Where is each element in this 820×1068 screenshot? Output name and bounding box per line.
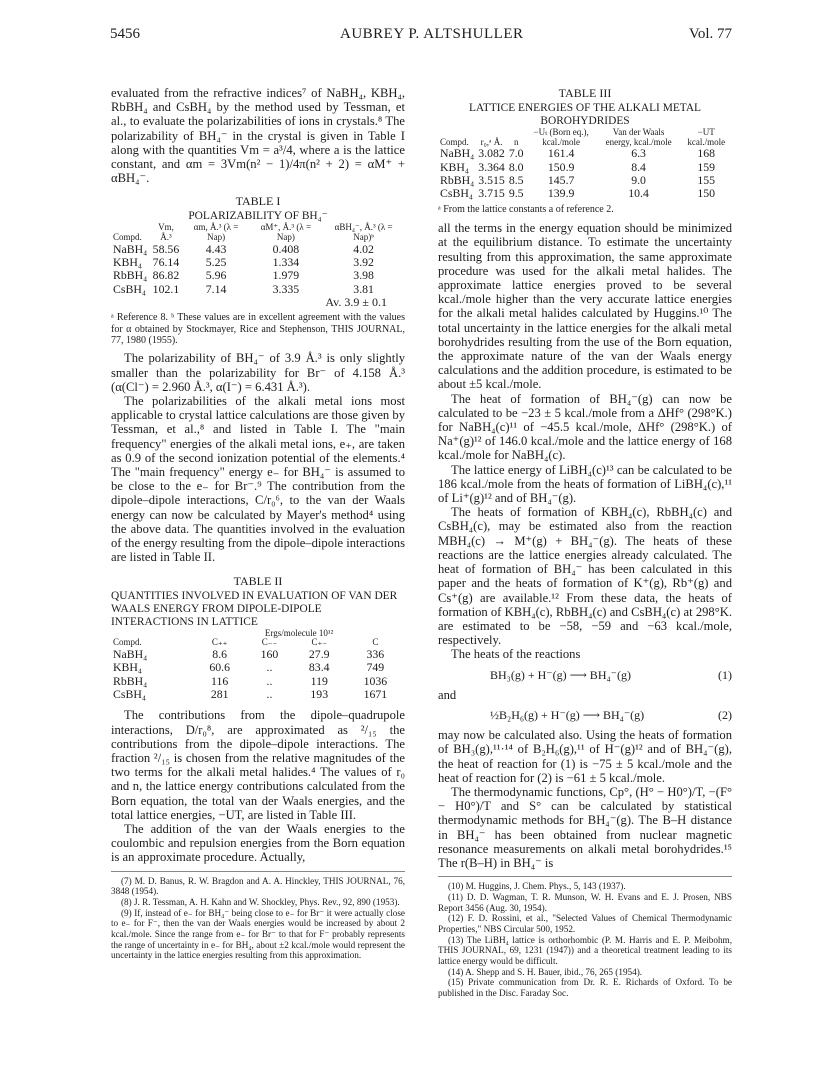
paragraph: The polarizability of BH₄⁻ of 3.9 Å.³ is only slightly smaller than the polarizability for Br⁻ of 4.158 Å.³ (α(Cl⁻) = 2.960 Å.³, α(I⁻) = 6.431 Å.³). bbox=[111, 351, 405, 394]
table-3-caption: TABLE III bbox=[558, 86, 612, 100]
table-row bbox=[111, 243, 405, 256]
equation-1-body: BH₃(g) + H⁻(g) ⟶ BH₄⁻(g) bbox=[490, 667, 631, 682]
table-cell: 3.082 bbox=[478, 146, 505, 161]
table-cell: 145.7 bbox=[547, 173, 575, 187]
table-2 bbox=[111, 629, 405, 702]
table-header: Compd. bbox=[440, 136, 469, 147]
table-cell: CsBH₄ bbox=[440, 186, 473, 201]
paragraph: evaluated from the refractive indices⁷ of NaBH₄, KBH₄, RbBH₄ and CsBH₄ by the method used by Tessman, et al., to evaluate the polarizabilities of ions in crystals.⁸ The polarizability of BH₄⁻ in the crystal is given in Table I along with the quantities Vm = a³/4, where a is the lattice constant, and αm = 3Vm(n² − 1)/4π(n² + 2) = αM⁺ + αBH₄⁻. bbox=[111, 86, 405, 186]
page-header bbox=[110, 26, 732, 46]
table-cell: 7.0 bbox=[508, 146, 524, 161]
table-2-title: QUANTITIES INVOLVED IN EVALUATION OF VAN DER WAALS ENERGY FROM DIPOLE-DIPOLE INTERACTIONS IN LATTICE bbox=[111, 589, 398, 628]
table-cell: KBH₄ bbox=[113, 255, 143, 270]
table-cell: 0.408 bbox=[272, 241, 300, 256]
table-cell: 119 bbox=[310, 673, 328, 688]
table-cell: RbBH₄ bbox=[440, 173, 475, 187]
page-number: 5456 bbox=[110, 26, 140, 42]
paragraph: all the terms in the energy equation should be minimized at the equilibrium distance. To estimate the uncertainty resulting from this approximation, the same approximate procedure was used for the alkali metal halides. The approximate lattice energies proved to be several kcal./mole higher than the very accurate lattice energies for the alkali metal halides calculated by Huggins.¹⁰ The total uncertainty in the lattice energies for the alkali metal borohydrides resulting from the use of the Born equation, the approximate nature of the van der Waals energy calculations and the addition procedure, is estimated to be about ±5 kcal./mole. bbox=[438, 221, 732, 392]
table-cell: 336 bbox=[366, 646, 385, 661]
table-cell: 8.5 bbox=[508, 173, 524, 187]
table-2-caption: TABLE II bbox=[233, 573, 283, 588]
footnotes bbox=[111, 871, 405, 962]
table-cell: RbBH₄ bbox=[113, 673, 148, 688]
table-cell: 9.5 bbox=[508, 186, 524, 201]
paragraph: The contributions from the dipole–quadrupole interactions, D/r₀⁸, are approximated as ²/₁₅ the contributions from the dipole–dipole interactions. The fraction ²/₁₅ is chosen from the relative magnitudes of the two terms for the alkali metal halides.⁴ The values of r₀ and n, the lattice energy contributions calculated from the Born equation, the total van der Waals energies, and the total lattice energies, −UT, are listed in Table III. bbox=[111, 708, 405, 822]
equation-2-body: ½B₂H₆(g) + H⁻(g) ⟶ BH₄⁻(g) bbox=[490, 707, 645, 722]
table-header: αm, Å.³ (λ = Nap) bbox=[193, 222, 239, 243]
table-cell: 281 bbox=[210, 686, 229, 701]
footnote: (13) The LiBH₄ lattice is orthorhombic (P. M. Harris and E. P. Meibohm, THIS JOURNAL, 69, 1231 (1947)) and a theoretical treatment leading to its lattice energy would be difficult. bbox=[438, 934, 732, 967]
table-header: αM⁺, Å.³ (λ = Nap) bbox=[260, 222, 312, 243]
table-cell: 27.9 bbox=[308, 646, 330, 661]
table-cell: KBH₄ bbox=[440, 159, 470, 174]
table-cell: 3.335 bbox=[272, 281, 300, 296]
table-cell: 8.4 bbox=[631, 159, 646, 174]
table-header: C₋₋ bbox=[261, 637, 278, 648]
table-cell: 83.4 bbox=[308, 660, 330, 675]
table-header: −UT kcal./mole bbox=[687, 127, 726, 147]
footnote: (7) M. D. Banus, R. W. Bragdon and A. A. Hinckley, THIS JOURNAL, 76, 3848 (1954). bbox=[111, 875, 405, 897]
table-cell: 76.14 bbox=[152, 255, 180, 270]
footnote: (8) J. R. Tessman, A. H. Kahn and W. Shockley, Phys. Rev., 92, 890 (1953). bbox=[121, 896, 400, 907]
table-cell: RbBH₄ bbox=[113, 268, 148, 283]
table-cell: 1671 bbox=[363, 686, 388, 701]
volume-label: Vol. 77 bbox=[688, 26, 732, 42]
paragraph: The thermodynamic functions, Cp°, (H° − H0°)/T, −(F° − H0°)/T and S° can be calculated by statistical thermodynamic methods for BH₄⁻(g). The B–H distance in BH₄⁻ has been obtained from nuclear magnetic resonance measurements on alkali metal borohydrides.¹⁵ The r(B–H) in BH₄⁻ is bbox=[438, 784, 732, 870]
table-row bbox=[111, 648, 405, 661]
table-row bbox=[111, 688, 405, 701]
footnote: (15) Private communication from Dr. R. E. Richards of Oxford. To be published in the Disc. Faraday Soc. bbox=[438, 977, 732, 999]
table-cell: 8.6 bbox=[212, 646, 228, 661]
table-cell: .. bbox=[266, 660, 273, 675]
table-row bbox=[438, 187, 732, 200]
table-cell: KBH₄ bbox=[113, 660, 143, 675]
table-header: n bbox=[513, 136, 519, 147]
table-row bbox=[438, 174, 732, 187]
table-cell: 8.0 bbox=[508, 159, 524, 174]
table-1 bbox=[111, 223, 405, 296]
equation-2-number: (2) bbox=[718, 707, 732, 722]
footnote: (10) M. Huggins, J. Chem. Phys., 5, 143 (1937). bbox=[448, 881, 626, 892]
table-header: Compd. bbox=[113, 232, 142, 243]
equation-2 bbox=[438, 708, 732, 722]
table-row bbox=[111, 661, 405, 674]
table-cell: 159 bbox=[697, 159, 716, 174]
table-cell: 3.364 bbox=[478, 159, 505, 174]
table-1-caption: TABLE I bbox=[235, 194, 281, 209]
table-cell: 3.81 bbox=[353, 281, 374, 296]
table-cell: 161.4 bbox=[547, 146, 575, 161]
table-header: −Uₜ (Born eq.), kcal./mole bbox=[533, 127, 589, 147]
table-header: Van der Waals energy, kcal./mole bbox=[605, 127, 672, 147]
table-1-average: Av. 3.9 ± 0.1 bbox=[325, 295, 387, 310]
table-header: C₊₊ bbox=[211, 637, 228, 648]
table-row bbox=[438, 147, 732, 160]
table-cell: 5.25 bbox=[205, 255, 227, 270]
table-header: Compd. bbox=[113, 637, 142, 648]
table-1-note: ᵃ Reference 8. ᵇ These values are in excellent agreement with the values for α obtained by Stockmayer, Rice and Stephenson, THIS JOURNAL, 77, 1980 (1955). bbox=[111, 312, 405, 347]
table-cell: 4.02 bbox=[353, 241, 374, 256]
table-cell: 58.56 bbox=[152, 241, 180, 256]
table-cell: 102.1 bbox=[152, 281, 180, 296]
table-cell: .. bbox=[266, 673, 273, 688]
footnote: (11) D. D. Wagman, T. R. Munson, W. H. Evans and E. J. Prosen, NBS Report 3456 (Aug. 30, 1954). bbox=[438, 891, 732, 913]
footnote: (12) F. D. Rossini, et al., "Selected Values of Chemical Thermodynamic Properties," NBS Circular 500, 1952. bbox=[438, 913, 732, 934]
table-cell: 116 bbox=[211, 673, 229, 688]
paragraph: The heat of formation of BH₄⁻(g) can now be calculated to be −23 ± 5 kcal./mole from a ΔHf° (298°K.) for NaBH₄(c)¹¹ of −45.5 kcal./mole, ΔHf° (298°K.) of Na⁺(g)¹² of 146.0 kcal./mole and the lattice energy of 168 kcal./mole for NaBH₄(c). bbox=[438, 391, 732, 463]
table-3-note: ᵃ From the lattice constants a of reference 2. bbox=[438, 203, 614, 215]
table-cell: 3.98 bbox=[353, 268, 374, 283]
table-row bbox=[111, 675, 405, 688]
table-3-title: LATTICE ENERGIES OF THE ALKALI METAL BOROHYDRIDES bbox=[468, 102, 702, 127]
table-cell: 3.515 bbox=[478, 173, 505, 187]
table-group-header: Ergs/molecule 10¹² bbox=[264, 627, 334, 638]
table-3 bbox=[438, 128, 732, 201]
table-cell: 3.715 bbox=[478, 186, 505, 201]
paragraph: The addition of the van der Waals energies to the coulombic and repulsion energies from the Born equation is an approximate procedure. Actually, bbox=[111, 821, 405, 865]
table-header: C₊₋ bbox=[311, 637, 327, 648]
table-cell: 1.979 bbox=[272, 268, 300, 283]
table-cell: 139.9 bbox=[547, 186, 575, 201]
table-header: r₀,ᵃ Å. bbox=[480, 136, 503, 147]
footnote: (14) A. Shepp and S. H. Bauer, ibid., 76, 265 (1954). bbox=[448, 966, 643, 977]
table-cell: 1036 bbox=[363, 673, 388, 688]
table-cell: 4.43 bbox=[205, 241, 227, 256]
table-cell: 86.82 bbox=[152, 268, 180, 283]
table-cell: 150.9 bbox=[547, 159, 575, 174]
table-1-title: POLARIZABILITY OF BH₄⁻ bbox=[188, 210, 328, 223]
paragraph: The heats of the reactions bbox=[451, 647, 581, 662]
table-cell: 5.96 bbox=[205, 268, 227, 283]
paragraph: The lattice energy of LiBH₄(c)¹³ can be calculated to be 186 kcal./mole from the heats of formation of LiBH₄(c),¹¹ of Li⁺(g)¹² and of BH₄⁻(g). bbox=[438, 462, 732, 506]
table-header: Vm, Å.³ bbox=[158, 222, 174, 243]
table-cell: 60.6 bbox=[209, 660, 230, 675]
table-cell: NaBH₄ bbox=[440, 146, 475, 161]
table-cell: 3.92 bbox=[353, 255, 374, 270]
left-column bbox=[111, 86, 405, 961]
right-column bbox=[438, 86, 732, 999]
table-row bbox=[111, 256, 405, 269]
paragraph: The heats of formation of KBH₄(c), RbBH₄(c) and CsBH₄(c), may be estimated also from the reaction MBH₄(c) → M⁺(g) + BH₄⁻(g). The heats of these reactions are the lattice energies already calculated. The heat of formation of BH₄⁻ has been calculated in this paper and the heats of formation of K⁺(g), Rb⁺(g) and Cs⁺(g) are available.¹² From these data, the heats of formation of KBH₄(c), RbBH₄(c) and CsBH₄(c) at 298°K. are estimated to be −58, −59 and −63 kcal./mole, respectively. bbox=[438, 505, 732, 648]
table-cell: 749 bbox=[366, 660, 385, 675]
table-cell: CsBH₄ bbox=[113, 686, 146, 701]
table-cell: 7.14 bbox=[205, 281, 227, 296]
paragraph: The polarizabilities of the alkali metal ions most applicable to crystal lattice calculations are those given by Tessman, et al.,⁸ and listed in Table I. The "main frequency" energies of the alkali metal ions, e₊, are taken as 0.9 of the second ionization potential of the elements.⁴ The "main frequency" energy e₋ for BH₄⁻ is assumed to be close to the e₋ for Br⁻.⁹ The contribution from the dipole–dipole interactions, C/r₀⁶, to the van der Waals energy can now be calculated by Mayer's method⁴ using the above data. The quantities involved in the evaluation of the energy resulting from the dipole–dipole interactions are listed in Table II. bbox=[111, 394, 405, 565]
table-cell: CsBH₄ bbox=[113, 281, 146, 296]
paragraph: may now be calculated also. Using the heats of formation of BH₃(g),¹¹·¹⁴ of B₂H₆(g),¹¹ of H⁻(g)¹² and of BH₄⁻(g), the heat of reaction for (1) is −75 ± 5 kcal./mole and the heat of reaction for (2) is −61 ± 5 kcal./mole. bbox=[438, 728, 732, 785]
table-header: αBH₄⁻, Å.³ (λ = Nap)ᵇ bbox=[334, 222, 393, 243]
table-cell: 193 bbox=[310, 686, 329, 701]
footnotes bbox=[438, 876, 732, 999]
and-word: and bbox=[438, 687, 457, 702]
table-cell: NaBH₄ bbox=[113, 646, 148, 661]
table-cell: 168 bbox=[697, 146, 716, 161]
table-cell: 9.0 bbox=[631, 173, 646, 187]
equation-1-number: (1) bbox=[718, 667, 732, 682]
table-cell: 150 bbox=[697, 186, 716, 201]
table-header: C bbox=[372, 637, 379, 648]
table-cell: 1.334 bbox=[272, 255, 300, 270]
footnote: (9) If, instead of e₋ for BH₄⁻ being close to e₋ for Br⁻ it were actually close to e₋ for F⁻, then the van der Waals energies would be increased by about 2 kcal./mole. Since the range from e₋ for Br⁻ to that for F⁻ probably represents the range of uncertainty in e₋ for BH₄, about ±2 kcal./mole would represent the uncertainty in the lattice energies resulting from this approximation. bbox=[111, 907, 405, 961]
table-row bbox=[438, 161, 732, 174]
table-cell: .. bbox=[266, 686, 273, 701]
table-cell: 10.4 bbox=[628, 186, 649, 201]
table-row bbox=[111, 283, 405, 296]
table-cell: 160 bbox=[260, 646, 279, 661]
table-row bbox=[111, 269, 405, 282]
table-cell: 155 bbox=[697, 173, 716, 187]
table-cell: 6.3 bbox=[631, 146, 646, 161]
table-cell: NaBH₄ bbox=[113, 241, 148, 256]
equation-1 bbox=[438, 668, 732, 682]
running-author: AUBREY P. ALTSHULLER bbox=[340, 26, 524, 42]
